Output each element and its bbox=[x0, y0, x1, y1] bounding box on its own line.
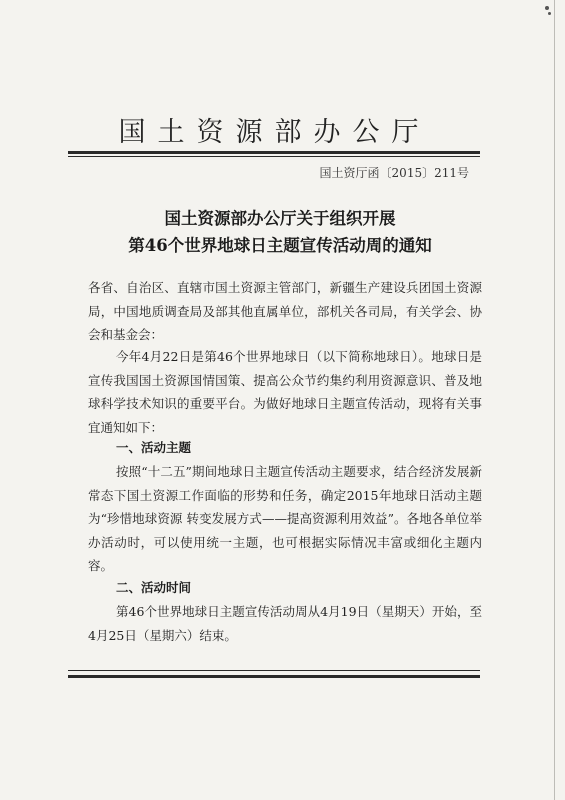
section-heading-theme: 一、活动主题 bbox=[116, 440, 192, 455]
scan-speck bbox=[548, 12, 551, 15]
title-line-1: 国土资源部办公厅关于组织开展 bbox=[164, 209, 396, 228]
scan-edge-line bbox=[554, 0, 555, 800]
recipients-paragraph: 各省、自治区、直辖市国土资源主管部门，新疆生产建设兵团国土资源局，中国地质调查局及部其他直属单位，部机关各司局，有关学会、协会和基金会： bbox=[88, 280, 482, 342]
section-body-time: 第46个世界地球日主题宣传活动周从4月19日（星期天）开始，至4月25日（星期六）结束。 bbox=[88, 604, 482, 643]
title-line-2: 第46个世界地球日主题宣传活动周的通知 bbox=[128, 236, 432, 255]
header-rule-thick bbox=[68, 151, 480, 154]
section-body-theme: 按照“十二五”期间地球日主题宣传活动主题要求，结合经济发展新常态下国土资源工作面临的形势和任务，确定2015年地球日活动主题为“珍惜地球资源 转变发展方式——提高资源利用效益”。各地各单位举办活动时，可以使用统一主题，也可根据实际情况丰富或细化主题内容。 bbox=[88, 464, 482, 573]
letterhead: 国土资源部办公厅 bbox=[118, 117, 431, 148]
footer-rule-thin bbox=[68, 670, 480, 671]
header-rule-thin bbox=[68, 156, 480, 157]
footer-rule-thick bbox=[68, 675, 480, 678]
scan-speck bbox=[545, 6, 549, 10]
section-heading-time: 二、活动时间 bbox=[116, 580, 192, 595]
intro-paragraph: 今年4月22日是第46个世界地球日（以下简称地球日）。地球日是宣传我国国土资源国情国策、提高公众节约集约利用资源意识、普及地球科学技术知识的重要平台。为做好地球日主题宣传活动，现将有关事宜通知如下： bbox=[88, 349, 482, 435]
document-number: 国土资厅函〔2015〕211号 bbox=[319, 166, 469, 180]
